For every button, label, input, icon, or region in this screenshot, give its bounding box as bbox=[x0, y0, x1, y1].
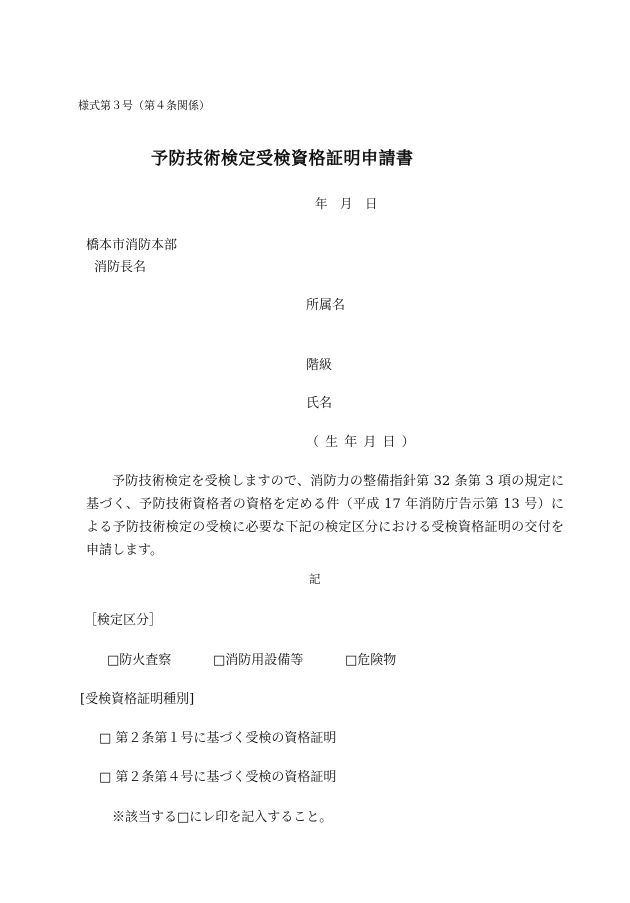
form-number: 様式第３号（第４条関係） bbox=[78, 99, 210, 112]
birthdate-field-label: （ 生 年 月 日 ） bbox=[306, 435, 416, 450]
addressee-organization: 橋本市消防本部 bbox=[86, 238, 178, 253]
application-body-text: 予防技術検定を受検しますので、消防力の整備指針第 32 条第 3 項の規定に基づく、予防技術資格者の資格を定める件（平成 17 年消防庁告示第 13 号）による予防技術検定の受検に必要な下記の検定区分における受検資格証明の交付を申請します。 bbox=[86, 474, 564, 558]
exam-category-option-fire-equipment[interactable]: □消防用設備等 bbox=[213, 653, 304, 668]
ki-label: 記 bbox=[309, 572, 321, 586]
name-field-label: 氏名 bbox=[306, 396, 333, 411]
exam-category-option-hazardous-materials[interactable]: □危険物 bbox=[345, 653, 397, 668]
exam-category-heading: ［検定区分］ bbox=[84, 613, 163, 628]
checkbox-instruction-note: ※該当する□にレ印を記入すること。 bbox=[112, 810, 333, 825]
department-field-label: 所属名 bbox=[306, 298, 346, 313]
certificate-type-heading: [受検資格証明種別] bbox=[80, 692, 195, 707]
certificate-type-option-article2-item1[interactable]: □ 第２条第１号に基づく受検の資格証明 bbox=[99, 731, 337, 746]
document-title: 予防技術検定受検資格証明申請書 bbox=[151, 149, 414, 169]
exam-category-option-fire-inspection[interactable]: □防火査察 bbox=[107, 653, 172, 668]
rank-field-label: 階級 bbox=[306, 358, 333, 373]
date-line: 年 月 日 bbox=[315, 196, 378, 211]
certificate-type-option-article2-item4[interactable]: □ 第２条第４号に基づく受検の資格証明 bbox=[99, 770, 337, 785]
addressee-chief-name: 消防長名 bbox=[94, 260, 147, 275]
